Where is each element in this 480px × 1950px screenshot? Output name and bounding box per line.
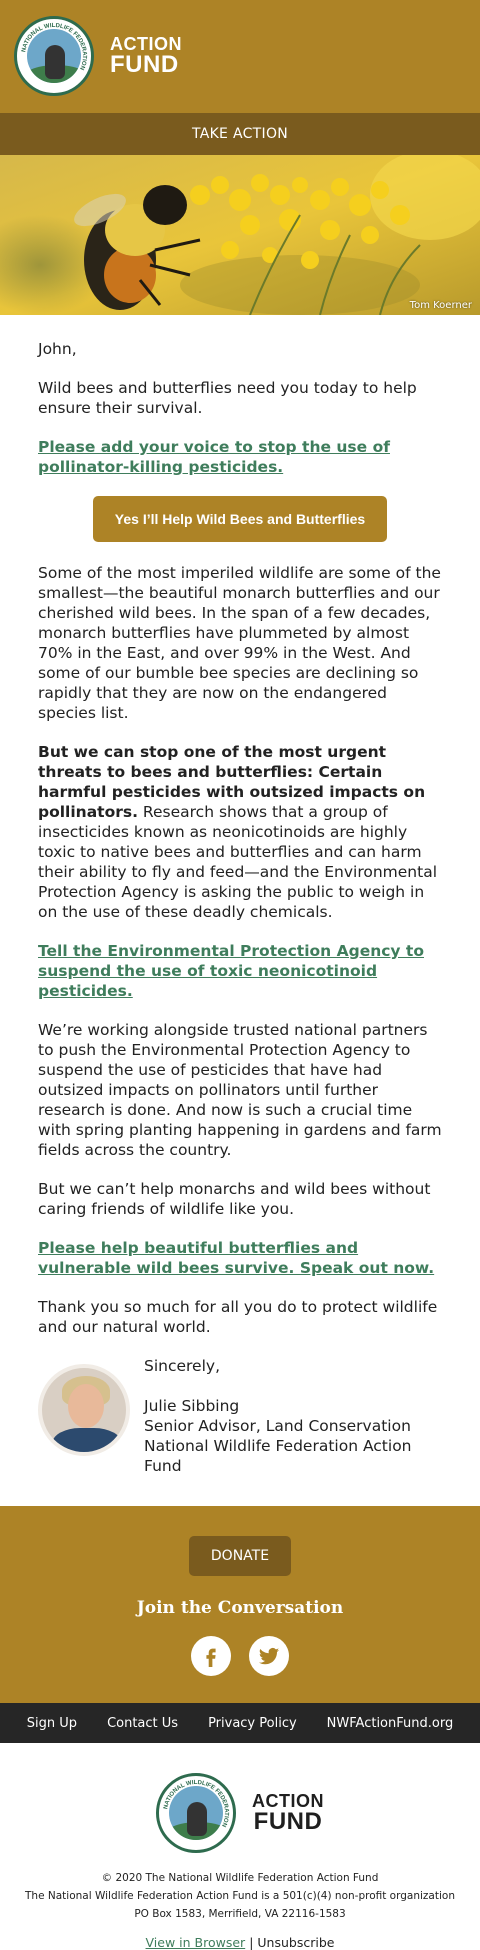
unsubscribe-link[interactable]: Unsubscribe <box>257 1935 335 1950</box>
greeting: John, <box>38 340 77 358</box>
signature-block <box>38 1356 442 1506</box>
svg-text:NATIONAL WILDLIFE FEDERATION: NATIONAL WILDLIFE FEDERATION <box>21 22 88 71</box>
facebook-icon[interactable] <box>191 1636 231 1676</box>
hero-bee-image[interactable] <box>0 155 480 315</box>
threats-paragraph <box>38 742 442 922</box>
nwf-emblem <box>14 16 94 96</box>
epa-petition-link[interactable]: Tell the Environmental Protection Agency to suspend the use of toxic neonicotinoid pesticides. <box>38 942 424 1000</box>
nwf-emblem-footer <box>156 1773 236 1853</box>
help-bees-button[interactable]: Yes I’ll Help Wild Bees and Butterflies <box>93 496 387 542</box>
signer-title: Senior Advisor, Land Conservation <box>144 1417 411 1435</box>
join-conversation-heading: Join the Conversation <box>136 1598 344 1618</box>
take-action-bar[interactable]: TAKE ACTION <box>0 113 480 155</box>
speak-out-link[interactable]: Please help beautiful butterflies and vulnerable wild bees survive. Speak out now. <box>38 1239 435 1277</box>
threats-bold-text: But we can stop one of the most urgent threats to bees and butterflies: Certain harmful pesticides with outsized impacts on pollinators. <box>38 743 426 821</box>
footer-nav <box>0 1703 480 1743</box>
nav-privacy-policy[interactable]: Privacy Policy <box>208 1715 297 1731</box>
imperiled-wildlife-paragraph: Some of the most imperiled wildlife are some of the smallest—the beautiful monarch butterflies and our cherished wild bees. In the span of a few decades, monarch butterflies have plummeted by almost 70% in the East, and over 99% in the West. And some of our bumble bee species are declining so rapidly that they are now on the endangered species list. <box>38 564 441 722</box>
logo-line2: FUND <box>110 51 179 78</box>
view-in-browser-link[interactable]: View in Browser <box>145 1935 246 1950</box>
address-text: PO Box 1583, Merrifield, VA 22116-1583 <box>134 1908 346 1920</box>
signer-org: National Wildlife Federation Action Fund <box>144 1437 412 1475</box>
twitter-icon[interactable] <box>249 1636 289 1676</box>
emblem-ring-text <box>19 21 89 91</box>
email-header <box>0 0 480 113</box>
pesticide-petition-link[interactable]: Please add your voice to stop the use of pollinator-killing pesticides. <box>38 438 390 476</box>
nav-website[interactable]: NWFActionFund.org <box>326 1715 454 1731</box>
footer-logo[interactable] <box>156 1773 324 1853</box>
footer-logo-line2: FUND <box>253 1808 323 1835</box>
svg-text:NATIONAL WILDLIFE FEDERATION: NATIONAL WILDLIFE FEDERATION <box>163 1779 230 1828</box>
sincerely-text: Sincerely, <box>144 1357 221 1375</box>
footer-legal <box>0 1743 480 1950</box>
friends-paragraph: But we can’t help monarchs and wild bees without caring friends of wildlife like you. <box>38 1180 431 1218</box>
nwf-action-fund-logo[interactable] <box>14 16 182 96</box>
partners-paragraph: We’re working alongside trusted national partners to push the Environmental Protection Agency to suspend the use of pesticides that have had outsized impacts on pollinators until further research is done. And now is such a crucial time with spring planting happening in gardens and farm fields across the country. <box>38 1021 442 1159</box>
footer-donate-section <box>0 1506 480 1703</box>
bee-on-flower-illustration <box>0 155 480 315</box>
photo-credit: Tom Koerner <box>409 300 472 311</box>
link-separator: | <box>249 1935 254 1950</box>
nonprofit-text: The National Wildlife Federation Action Fund is a 501(c)(4) non-profit organization <box>25 1890 455 1902</box>
nav-sign-up[interactable]: Sign Up <box>26 1715 78 1731</box>
footer-logo-line1: ACTION <box>252 1791 324 1811</box>
social-links <box>0 1636 480 1676</box>
nav-contact-us[interactable]: Contact Us <box>107 1715 179 1731</box>
intro-paragraph: Wild bees and butterflies need you today to help ensure their survival. <box>38 379 417 417</box>
emblem-ring-text-footer <box>161 1778 231 1848</box>
logo-line1: ACTION <box>110 34 182 54</box>
copyright-text: © 2020 The National Wildlife Federation Action Fund <box>101 1872 379 1884</box>
thank-you-paragraph: Thank you so much for all you do to protect wildlife and our natural world. <box>38 1298 438 1336</box>
signer-avatar <box>38 1364 130 1456</box>
threats-body-text: Research shows that a group of insecticides known as neonicotinoids are highly toxic to native bees and butterflies and can harm their ability to fly and feed—and the Environmental Protection Agency is asking the public to weigh in on the use of these deadly chemicals. <box>38 803 438 921</box>
donate-button[interactable]: DONATE <box>189 1536 291 1576</box>
signer-name: Julie Sibbing <box>144 1397 240 1415</box>
email-body <box>0 315 480 1506</box>
